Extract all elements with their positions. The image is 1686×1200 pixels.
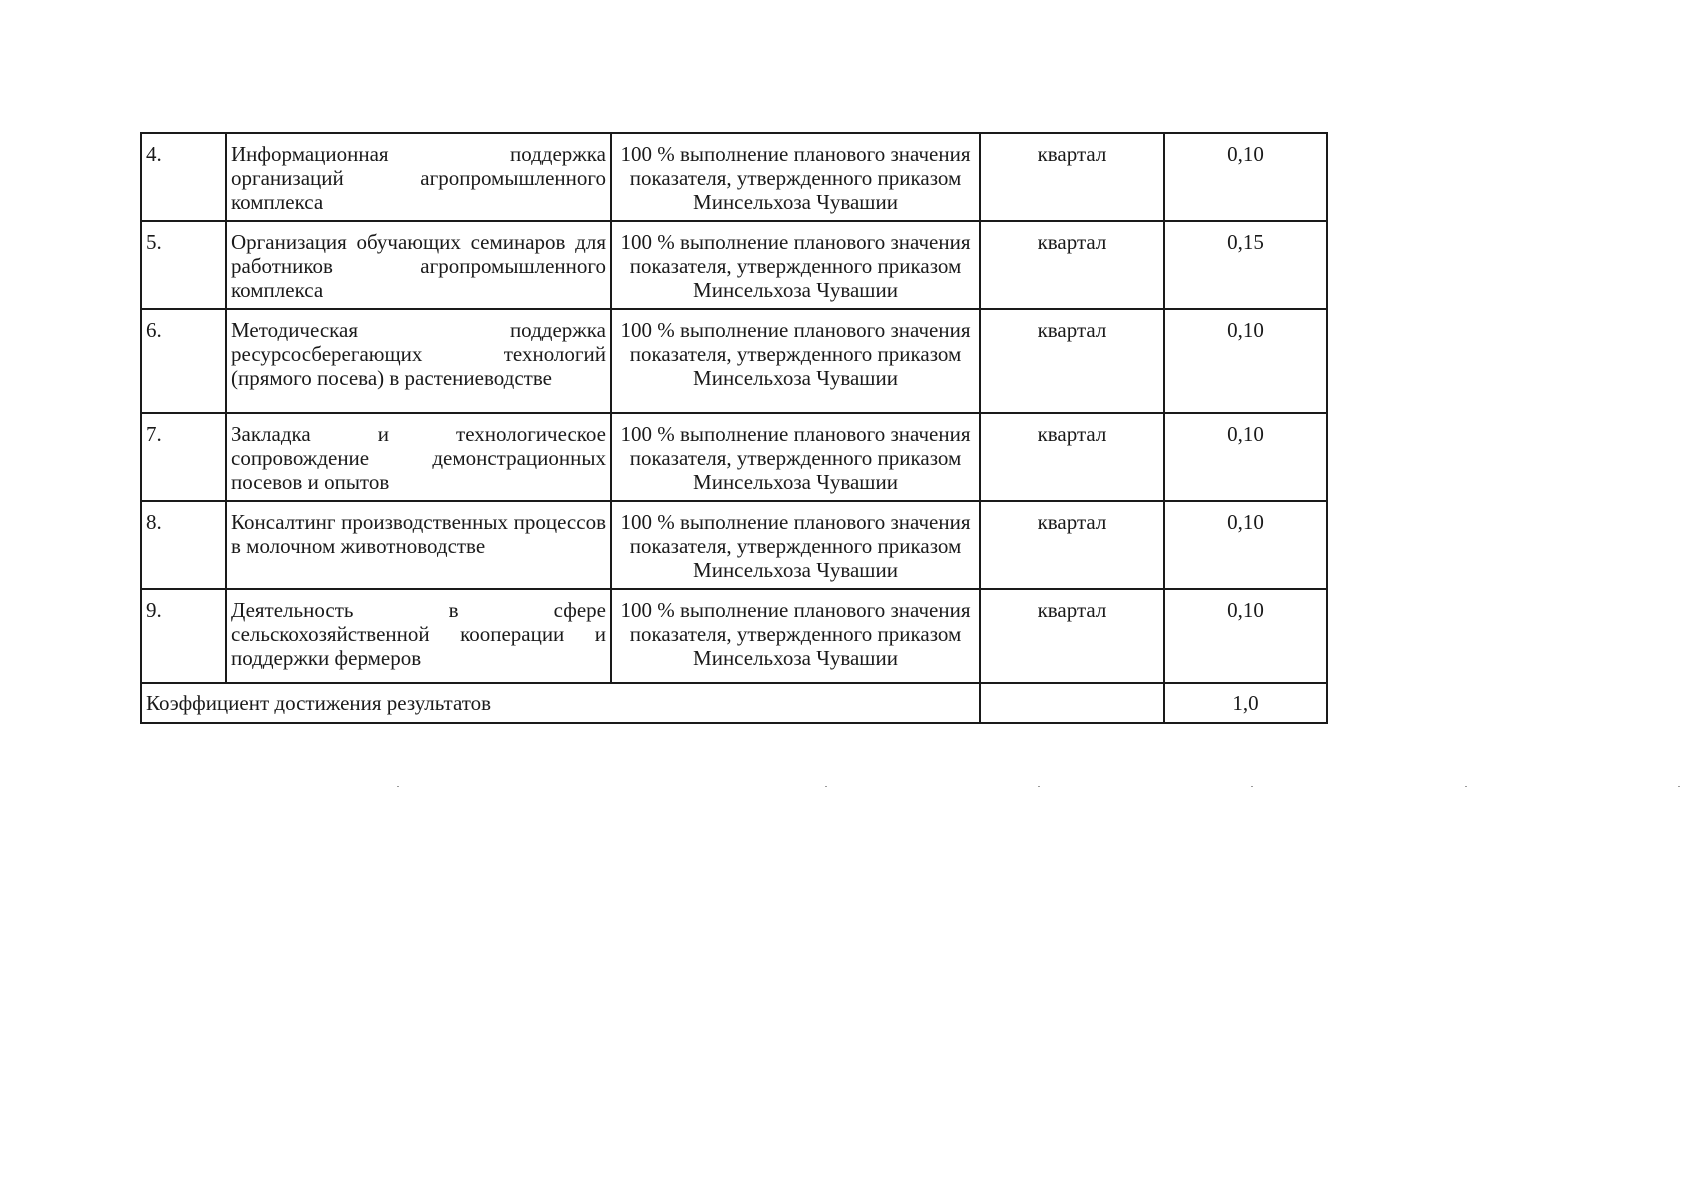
- row-number-cell: [141, 133, 226, 221]
- period: квартал: [1037, 230, 1107, 254]
- row-number-cell: [141, 413, 226, 501]
- activity-name: Организация обучающих семинаров для работников агропромышленного комплекса: [231, 230, 606, 302]
- table-row: [141, 413, 1327, 501]
- total-weight-cell: [1164, 683, 1327, 723]
- period-cell: [980, 309, 1164, 413]
- scan-speck: [1465, 786, 1467, 787]
- weight: 0,10: [1227, 318, 1264, 342]
- period: квартал: [1037, 318, 1107, 342]
- indicator-value: 100 % выполнение планового значения показателя, утвержденного приказом Минсельхоза Чувашии: [620, 142, 971, 214]
- total-weight: 1,0: [1232, 691, 1259, 715]
- row-number: 5.: [146, 230, 162, 254]
- weight-cell: [1164, 589, 1327, 683]
- scan-speck: [1678, 786, 1680, 787]
- activity-name-cell: [226, 309, 611, 413]
- weight-cell: [1164, 309, 1327, 413]
- scan-speck: [397, 786, 399, 787]
- activity-name-cell: [226, 221, 611, 309]
- indicator-value: 100 % выполнение планового значения показателя, утвержденного приказом Минсельхоза Чувашии: [620, 510, 971, 582]
- table-row: [141, 221, 1327, 309]
- indicator-value-cell: [611, 501, 980, 589]
- table-row: [141, 133, 1327, 221]
- row-number: 7.: [146, 422, 162, 446]
- table-row: [141, 309, 1327, 413]
- activity-name-cell: [226, 413, 611, 501]
- weight-cell: [1164, 221, 1327, 309]
- activity-name: Информационная поддержка организаций агропромышленного комплекса: [231, 142, 606, 214]
- total-period-cell: [980, 683, 1164, 723]
- indicator-value-cell: [611, 309, 980, 413]
- scan-speck: [1038, 786, 1040, 787]
- table-row: [141, 501, 1327, 589]
- weight: 0,10: [1227, 142, 1264, 166]
- indicator-value: 100 % выполнение планового значения показателя, утвержденного приказом Минсельхоза Чувашии: [620, 230, 971, 302]
- indicator-value-cell: [611, 221, 980, 309]
- period-cell: [980, 413, 1164, 501]
- period-cell: [980, 133, 1164, 221]
- period-cell: [980, 221, 1164, 309]
- weight: 0,10: [1227, 422, 1264, 446]
- row-number-cell: [141, 309, 226, 413]
- row-number: 9.: [146, 598, 162, 622]
- row-number: 8.: [146, 510, 162, 534]
- activity-name-cell: [226, 589, 611, 683]
- indicator-value-cell: [611, 589, 980, 683]
- activity-name: Закладка и технологическое сопровождение демонстрационных посевов и опытов: [231, 422, 606, 494]
- indicator-value-cell: [611, 413, 980, 501]
- indicator-value: 100 % выполнение планового значения показателя, утвержденного приказом Минсельхоза Чувашии: [620, 318, 971, 390]
- period: квартал: [1037, 598, 1107, 622]
- indicator-value: 100 % выполнение планового значения показателя, утвержденного приказом Минсельхоза Чувашии: [620, 598, 971, 670]
- row-number-cell: [141, 501, 226, 589]
- indicator-value-cell: [611, 133, 980, 221]
- weight-cell: [1164, 133, 1327, 221]
- results-table: [140, 132, 1328, 724]
- period-cell: [980, 589, 1164, 683]
- scan-speck: [825, 786, 827, 787]
- period: квартал: [1037, 142, 1107, 166]
- row-number: 6.: [146, 318, 162, 342]
- period: квартал: [1037, 422, 1107, 446]
- period-cell: [980, 501, 1164, 589]
- activity-name: Методическая поддержка ресурсосберегающих технологий (прямого посева) в растениеводстве: [231, 318, 606, 390]
- row-number-cell: [141, 589, 226, 683]
- scan-speck: [1251, 786, 1253, 787]
- activity-name-cell: [226, 133, 611, 221]
- row-number: 4.: [146, 142, 162, 166]
- weight-cell: [1164, 501, 1327, 589]
- row-number-cell: [141, 221, 226, 309]
- indicator-value: 100 % выполнение планового значения показателя, утвержденного приказом Минсельхоза Чувашии: [620, 422, 971, 494]
- table-row: [141, 589, 1327, 683]
- weight: 0,10: [1227, 510, 1264, 534]
- activity-name: Деятельность в сфере сельскохозяйственной кооперации и поддержки фермеров: [231, 598, 606, 670]
- activity-name-cell: [226, 501, 611, 589]
- total-label: Коэффициент достижения результатов: [146, 691, 492, 715]
- weight-cell: [1164, 413, 1327, 501]
- activity-name: Консалтинг производственных процессов в молочном животноводстве: [231, 510, 606, 558]
- weight: 0,15: [1227, 230, 1264, 254]
- weight: 0,10: [1227, 598, 1264, 622]
- total-label-cell: [141, 683, 980, 723]
- period: квартал: [1037, 510, 1107, 534]
- total-row: [141, 683, 1327, 723]
